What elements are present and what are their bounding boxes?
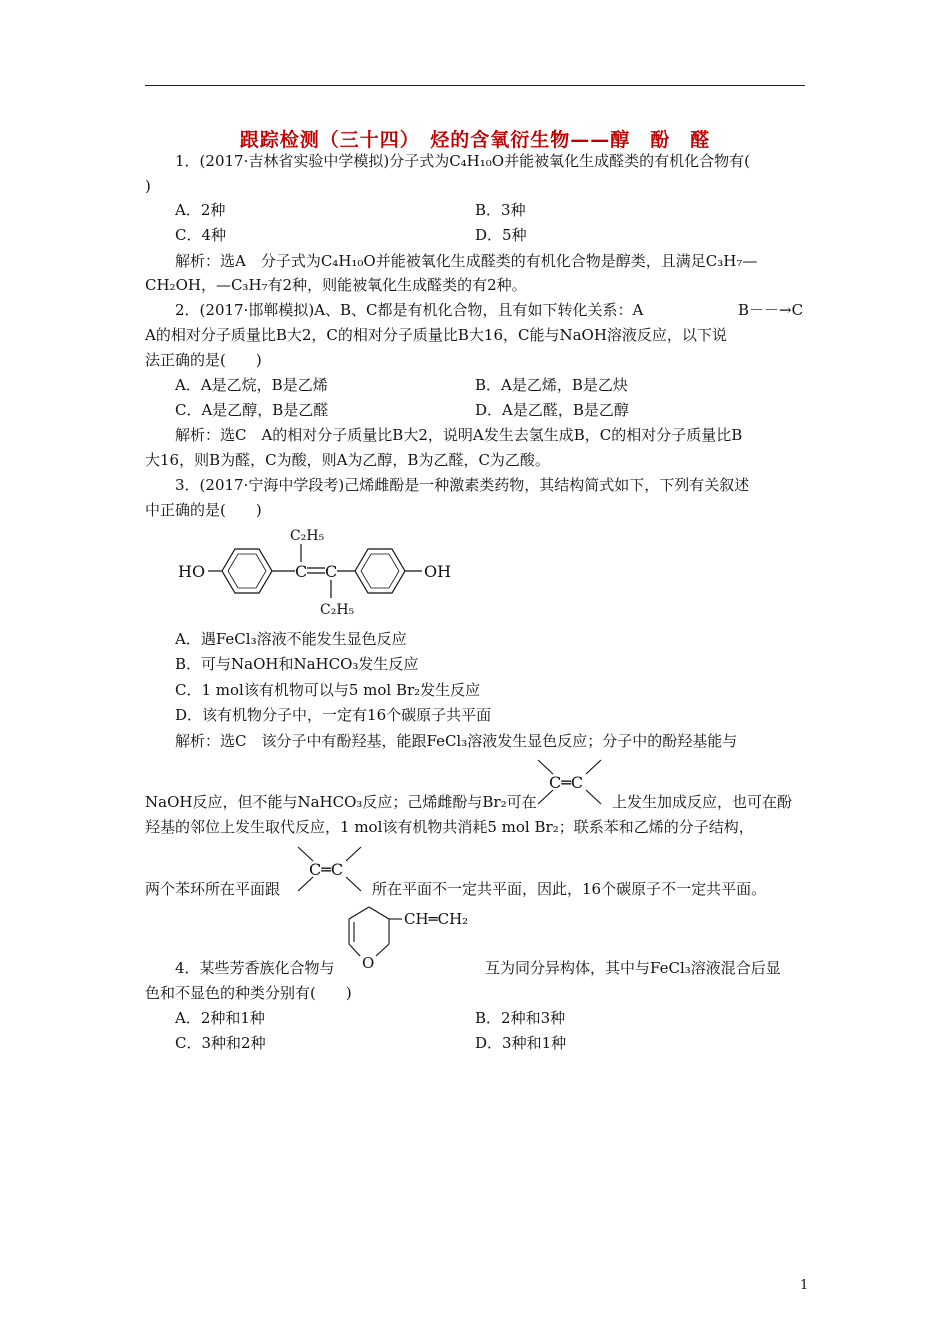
q1-option-a: A．2种 xyxy=(175,201,226,219)
q2-answer: 解析：选C A的相对分子质量比B大2，说明A发生去氢生成B，C的相对分子质量比B xyxy=(175,426,743,444)
ho-group-label: HO xyxy=(178,562,206,581)
pyran-vinyl-structure xyxy=(342,902,487,980)
q3-stem-cont: 中正确的是( ) xyxy=(145,501,262,519)
q3-answer-cont-b: 上发生加成反应，也可在酚 xyxy=(612,793,793,811)
oh-group-label: OH xyxy=(424,562,452,581)
ethyl-bottom-label: C₂H₅ xyxy=(320,602,355,618)
q3-stem: 3．(2017·宁海中学段考)己烯雌酚是一种激素类药物，其结构简式如下，下列有关叙述 xyxy=(175,476,750,494)
q2-option-a: A．A是乙烷，B是乙烯 xyxy=(175,376,328,394)
q1-answer-cont: CH₂OH，—C₃H₇有2种，则能被氧化生成醛类的有2种。 xyxy=(145,276,527,294)
page-title: 跟踪检测（三十四） 烃的含氧衍生物——醇 酚 醛 xyxy=(239,129,711,151)
alkene-bond-structure-2 xyxy=(293,844,368,894)
alkene-bond-structure xyxy=(533,757,608,807)
q2-stem-cont: A的相对分子质量比B大2，C的相对分子质量比B大16，C能与NaOH溶液反应，以下说 xyxy=(145,326,727,344)
q3-answer: 解析：选C 该分子中有酚羟基，能跟FeCl₃溶液发生显色反应；分子中的酚羟基能与 xyxy=(175,732,738,750)
page-number: 1 xyxy=(800,1278,809,1293)
q1-answer: 解析：选A 分子式为C₄H₁₀O并能被氧化生成醛类的有机化合物是醇类，且满足C₃H₇— xyxy=(175,252,758,270)
header-rule xyxy=(145,85,805,86)
q2-arrow-text: B－－→C xyxy=(738,301,804,319)
vinyl-group-label: CH═CH₂ xyxy=(404,910,469,928)
q3-answer-cont2: 羟基的邻位上发生取代反应，1 mol该有机物共消耗5 mol Br₂；联系苯和乙烯的分子结构， xyxy=(145,818,754,836)
ethyl-top-label: C₂H₅ xyxy=(290,528,325,544)
q2-option-b: B．A是乙烯，B是乙炔 xyxy=(475,376,628,394)
q3-answer-cont-a: NaOH反应，但不能与NaHCO₃反应；己烯雌酚与Br₂可在 xyxy=(145,793,537,811)
q4-stem-a: 4．某些芳香族化合物与 xyxy=(175,959,335,977)
alkene-carbon-left: C xyxy=(295,562,308,581)
q4-option-d: D．3种和1种 xyxy=(475,1034,567,1052)
diethylstilbestrol-structure xyxy=(170,522,470,622)
q4-option-a: A．2种和1种 xyxy=(175,1009,265,1027)
q4-stem-cont: 色和不显色的种类分别有( ) xyxy=(145,984,352,1002)
q1-option-c: C．4种 xyxy=(175,226,227,244)
q3-option-c: C．1 mol该有机物可以与5 mol Br₂发生反应 xyxy=(175,681,481,699)
alkene-bond-label-2: C═C xyxy=(309,860,344,879)
alkene-bond-label: C═C xyxy=(549,773,584,792)
q1-option-b: B．3种 xyxy=(475,201,526,219)
q2-option-d: D．A是乙醛，B是乙醇 xyxy=(475,401,629,419)
alkene-carbon-right: C xyxy=(325,562,338,581)
q1-stem: 1．(2017·吉林省实验中学模拟)分子式为C₄H₁₀O并能被氧化生成醛类的有机化合物有( xyxy=(175,152,750,170)
q4-option-b: B．2种和3种 xyxy=(475,1009,566,1027)
q1-option-d: D．5种 xyxy=(475,226,527,244)
q4-option-c: C．3种和2种 xyxy=(175,1034,266,1052)
q2-stem: 2．(2017·邯郸模拟)A、B、C都是有机化合物，且有如下转化关系：A xyxy=(175,301,644,319)
ring-oxygen-label: O xyxy=(362,954,375,972)
q3-option-d: D．该有机物分子中，一定有16个碳原子共平面 xyxy=(175,706,492,724)
q3-answer-cont3-a: 两个苯环所在平面跟 xyxy=(145,880,281,898)
q2-option-c: C．A是乙醇，B是乙醛 xyxy=(175,401,329,419)
q3-option-b: B．可与NaOH和NaHCO₃发生反应 xyxy=(175,655,419,673)
q2-answer-cont: 大16，则B为醛，C为酸，则A为乙醇，B为乙醛，C为乙酸。 xyxy=(145,451,550,469)
q1-stem-cont: ) xyxy=(145,177,151,195)
q4-stem-b: 互为同分异构体，其中与FeCl₃溶液混合后显 xyxy=(485,959,781,977)
q3-answer-cont3-b: 所在平面不一定共平面，因此，16个碳原子不一定共平面。 xyxy=(372,880,767,898)
q2-stem-cont2: 法正确的是( ) xyxy=(145,351,262,369)
q3-option-a: A．遇FeCl₃溶液不能发生显色反应 xyxy=(175,630,407,648)
